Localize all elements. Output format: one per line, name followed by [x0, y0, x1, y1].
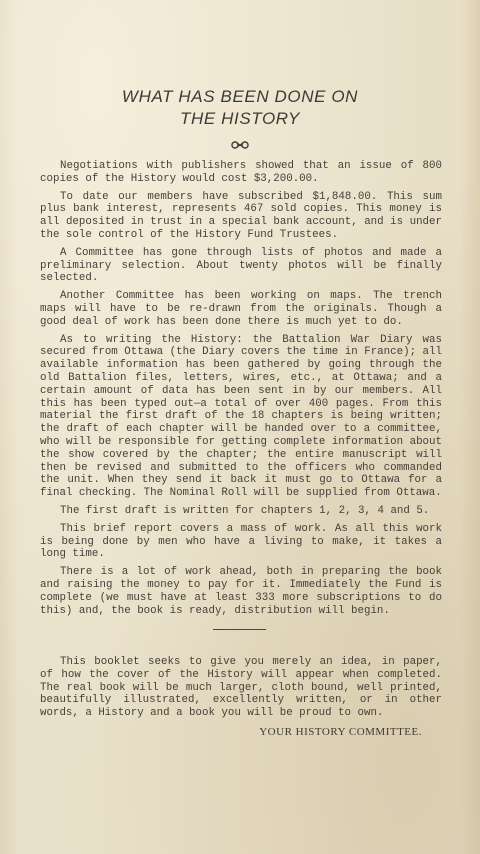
paragraph-maps: Another Committee has been working on maps. The trench maps will have to be re-drawn from the originals. Though a good deal of work has been done there is much yet to do. — [40, 290, 442, 328]
page-title — [0, 86, 480, 130]
paragraph-work-ahead: There is a lot of work ahead, both in preparing the book and raising the money to pay for it. Immediately the Fund is complete (we must have at least 333 more subscriptions to do this) and, the book is ready, distribution will begin. — [40, 566, 442, 617]
paragraph-photos: A Committee has gone through lists of photos and made a preliminary selection. About twenty photos will be finally selected. — [40, 246, 442, 285]
title-line-1: WHAT HAS BEEN DONE ON — [121, 87, 359, 106]
paragraph-brief-report: This brief report covers a mass of work. As all this work is being done by men who have a living to make, it takes a long time. — [40, 522, 442, 561]
section-divider — [213, 629, 266, 630]
title-line-2: THE HISTORY — [180, 109, 300, 128]
fleuron-icon — [230, 139, 250, 151]
paragraph-writing: As to writing the History: the Battalion War Diary was secured from Ottawa (the Diary covers the time in France); all available information has been gathered by going through the old Battalion files, letters, wires, etc., at Ottawa; and a certain amount of data has been sent in by our members. All this has been typed out—a total of over 400 pages. From this material the first draft of the 18 chapters is being written; the draft of each chapter will be handed over to a committee, who will be responsible for getting complete information about the show covered by the chapter; the entire manuscript will then be revised and submitted to the officers who commanded the unit. When they send it back it must go to Ottawa for a final checking. The Nominal Roll will be supplied from Ottawa. — [40, 333, 442, 500]
report-body — [40, 160, 442, 622]
paragraph-subscriptions: To date our members have subscribed $1,848.00. This sum plus bank interest, represents 467 sold copies. This money is all deposited in trust in a special bank account, and is under the sole control of the History Fund Trustees. — [40, 190, 442, 241]
paragraph-first-draft: The first draft is written for chapters 1, 2, 3, 4 and 5. — [60, 504, 430, 517]
signature: YOUR HISTORY COMMITTEE. — [259, 726, 422, 738]
closing-note — [40, 656, 442, 720]
paragraph-publishers: Negotiations with publishers showed that an issue of 800 copies of the History would cost $3,200.00. — [40, 160, 442, 185]
paragraph-closing: This booklet seeks to give you merely an idea, in paper, of how the cover of the History will appear when completed. The real book will be much larger, cloth bound, well printed, beautifully illustrated, excellently written, or in other words, a History and a book you will be proud to own. — [40, 656, 442, 720]
